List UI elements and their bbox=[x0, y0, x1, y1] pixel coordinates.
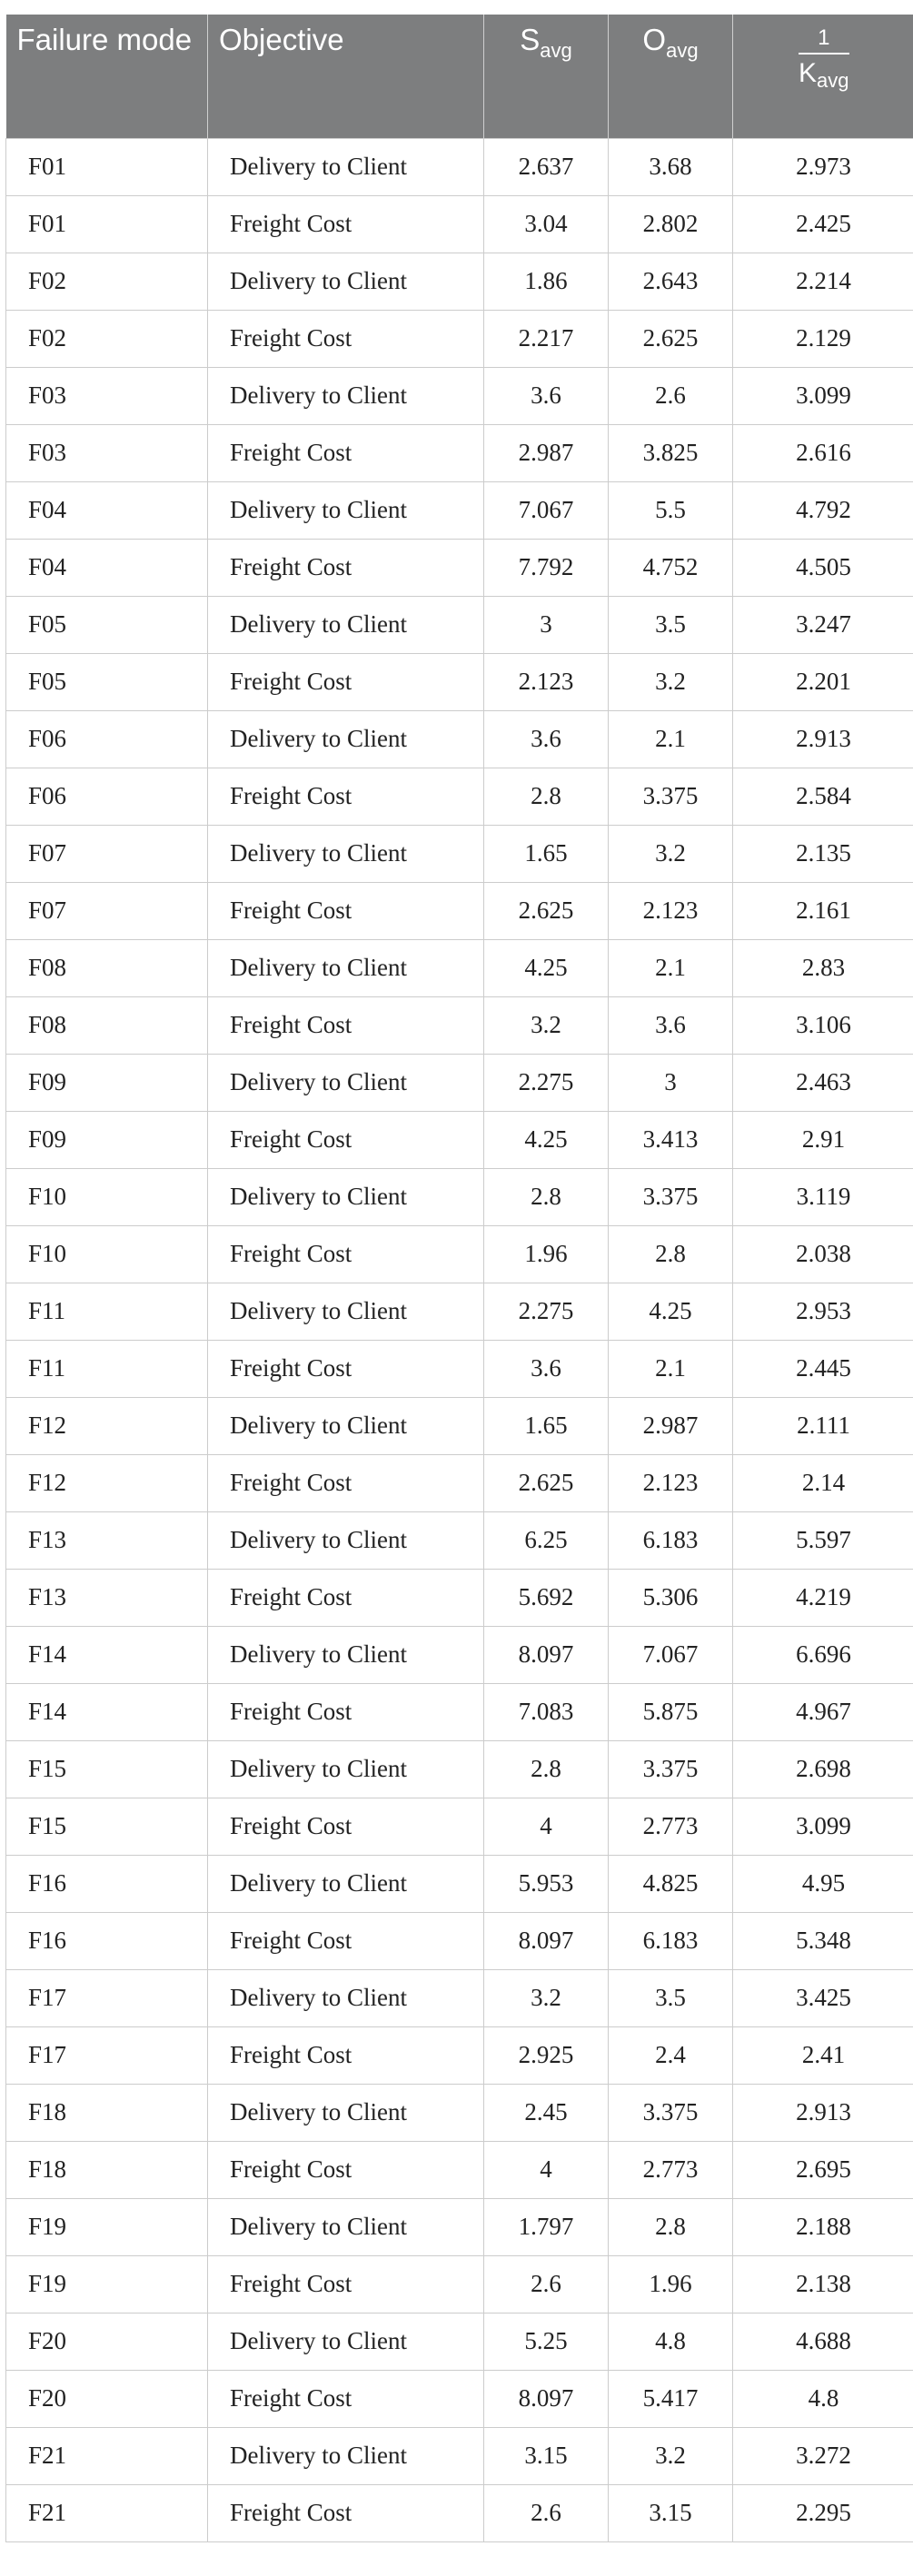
objective-cell: Freight Cost bbox=[208, 653, 484, 710]
failure-mode-cell: F17 bbox=[6, 1969, 208, 2026]
table-row bbox=[6, 2198, 913, 2255]
inverse-k-avg-cell: 2.91 bbox=[733, 1111, 913, 1168]
s-avg-cell: 2.217 bbox=[484, 310, 609, 367]
objective-cell: Freight Cost bbox=[208, 2484, 484, 2541]
failure-mode-cell: F10 bbox=[6, 1225, 208, 1283]
inverse-k-avg-cell: 2.973 bbox=[733, 138, 913, 195]
s-avg-cell: 3.15 bbox=[484, 2427, 609, 2484]
inverse-k-avg-cell: 2.695 bbox=[733, 2141, 913, 2198]
s-avg-cell: 2.6 bbox=[484, 2255, 609, 2313]
objective-cell: Freight Cost bbox=[208, 2255, 484, 2313]
failure-mode-cell: F16 bbox=[6, 1912, 208, 1969]
objective-cell: Freight Cost bbox=[208, 2370, 484, 2427]
objective-cell: Delivery to Client bbox=[208, 1283, 484, 1340]
s-avg-cell: 2.6 bbox=[484, 2484, 609, 2541]
objective-cell: Delivery to Client bbox=[208, 710, 484, 768]
table-row bbox=[6, 138, 913, 195]
s-avg-cell: 1.65 bbox=[484, 825, 609, 882]
o-avg-cell: 3.5 bbox=[609, 596, 733, 653]
inverse-k-avg-cell: 3.425 bbox=[733, 1969, 913, 2026]
o-avg-cell: 3.413 bbox=[609, 1111, 733, 1168]
objective-cell: Delivery to Client bbox=[208, 939, 484, 996]
failure-mode-cell: F12 bbox=[6, 1397, 208, 1454]
s-avg-cell: 4 bbox=[484, 2141, 609, 2198]
inverse-k-avg-cell: 2.584 bbox=[733, 768, 913, 825]
table-row bbox=[6, 1283, 913, 1340]
s-avg-cell: 8.097 bbox=[484, 2370, 609, 2427]
inverse-k-avg-cell: 2.913 bbox=[733, 2084, 913, 2141]
inverse-k-avg-cell: 4.505 bbox=[733, 539, 913, 596]
header-o-subscript: avg bbox=[666, 39, 699, 62]
inverse-k-avg-cell: 2.445 bbox=[733, 1340, 913, 1397]
o-avg-cell: 2.6 bbox=[609, 367, 733, 424]
failure-mode-cell: F12 bbox=[6, 1454, 208, 1511]
failure-mode-cell: F04 bbox=[6, 539, 208, 596]
failure-mode-cell: F10 bbox=[6, 1168, 208, 1225]
objective-cell: Freight Cost bbox=[208, 996, 484, 1054]
failure-mode-cell: F06 bbox=[6, 768, 208, 825]
o-avg-cell: 2.625 bbox=[609, 310, 733, 367]
s-avg-cell: 6.25 bbox=[484, 1511, 609, 1569]
table-row bbox=[6, 1740, 913, 1798]
table-row bbox=[6, 2141, 913, 2198]
table-row bbox=[6, 1225, 913, 1283]
o-avg-cell: 4.8 bbox=[609, 2313, 733, 2370]
failure-mode-cell: F09 bbox=[6, 1054, 208, 1111]
inverse-k-avg-cell: 2.038 bbox=[733, 1225, 913, 1283]
table-container bbox=[5, 15, 913, 2542]
o-avg-cell: 6.183 bbox=[609, 1912, 733, 1969]
o-avg-cell: 3.5 bbox=[609, 1969, 733, 2026]
s-avg-cell: 7.083 bbox=[484, 1683, 609, 1740]
inverse-k-avg-cell: 6.696 bbox=[733, 1626, 913, 1683]
header-k-subscript: avg bbox=[817, 69, 849, 92]
inverse-k-avg-cell: 2.214 bbox=[733, 253, 913, 310]
failure-mode-cell: F14 bbox=[6, 1626, 208, 1683]
failure-mode-cell: F05 bbox=[6, 653, 208, 710]
o-avg-cell: 4.752 bbox=[609, 539, 733, 596]
table-row bbox=[6, 481, 913, 539]
inverse-k-avg-cell: 4.967 bbox=[733, 1683, 913, 1740]
objective-cell: Delivery to Client bbox=[208, 138, 484, 195]
failure-mode-cell: F08 bbox=[6, 996, 208, 1054]
o-avg-cell: 1.96 bbox=[609, 2255, 733, 2313]
inverse-k-avg-cell: 2.41 bbox=[733, 2026, 913, 2084]
objective-cell: Freight Cost bbox=[208, 195, 484, 253]
objective-cell: Delivery to Client bbox=[208, 596, 484, 653]
s-avg-cell: 2.625 bbox=[484, 1454, 609, 1511]
s-avg-cell: 3.04 bbox=[484, 195, 609, 253]
objective-cell: Freight Cost bbox=[208, 1912, 484, 1969]
objective-cell: Delivery to Client bbox=[208, 1054, 484, 1111]
failure-mode-cell: F18 bbox=[6, 2141, 208, 2198]
objective-cell: Freight Cost bbox=[208, 1225, 484, 1283]
failure-mode-cell: F06 bbox=[6, 710, 208, 768]
s-avg-cell: 5.692 bbox=[484, 1569, 609, 1626]
o-avg-cell: 2.773 bbox=[609, 2141, 733, 2198]
table-row bbox=[6, 596, 913, 653]
objective-cell: Freight Cost bbox=[208, 768, 484, 825]
table-row bbox=[6, 1798, 913, 1855]
objective-cell: Delivery to Client bbox=[208, 825, 484, 882]
o-avg-cell: 2.123 bbox=[609, 1454, 733, 1511]
table-row bbox=[6, 825, 913, 882]
failure-mode-cell: F08 bbox=[6, 939, 208, 996]
failure-mode-cell: F17 bbox=[6, 2026, 208, 2084]
table-row bbox=[6, 1454, 913, 1511]
fraction-numerator: 1 bbox=[799, 24, 849, 54]
objective-cell: Freight Cost bbox=[208, 539, 484, 596]
objective-cell: Freight Cost bbox=[208, 1340, 484, 1397]
inverse-k-avg-cell: 2.138 bbox=[733, 2255, 913, 2313]
objective-cell: Delivery to Client bbox=[208, 253, 484, 310]
table-row bbox=[6, 1912, 913, 1969]
inverse-k-avg-cell: 2.463 bbox=[733, 1054, 913, 1111]
table-row bbox=[6, 195, 913, 253]
objective-cell: Delivery to Client bbox=[208, 1855, 484, 1912]
s-avg-cell: 3.6 bbox=[484, 1340, 609, 1397]
table-row bbox=[6, 1511, 913, 1569]
inverse-k-avg-cell: 4.688 bbox=[733, 2313, 913, 2370]
inverse-k-avg-cell: 5.597 bbox=[733, 1511, 913, 1569]
inverse-k-avg-cell: 3.119 bbox=[733, 1168, 913, 1225]
o-avg-cell: 5.875 bbox=[609, 1683, 733, 1740]
table-row bbox=[6, 1855, 913, 1912]
failure-mode-cell: F05 bbox=[6, 596, 208, 653]
o-avg-cell: 2.1 bbox=[609, 710, 733, 768]
failure-mode-cell: F20 bbox=[6, 2313, 208, 2370]
s-avg-cell: 7.792 bbox=[484, 539, 609, 596]
failure-mode-cell: F14 bbox=[6, 1683, 208, 1740]
o-avg-cell: 7.067 bbox=[609, 1626, 733, 1683]
o-avg-cell: 3.2 bbox=[609, 2427, 733, 2484]
s-avg-cell: 2.8 bbox=[484, 768, 609, 825]
o-avg-cell: 2.8 bbox=[609, 2198, 733, 2255]
failure-mode-cell: F03 bbox=[6, 367, 208, 424]
o-avg-cell: 3.2 bbox=[609, 825, 733, 882]
objective-cell: Delivery to Client bbox=[208, 1740, 484, 1798]
objective-cell: Freight Cost bbox=[208, 1798, 484, 1855]
header-s-avg bbox=[484, 15, 609, 138]
s-avg-cell: 2.925 bbox=[484, 2026, 609, 2084]
inverse-k-avg-cell: 2.913 bbox=[733, 710, 913, 768]
table-row bbox=[6, 2370, 913, 2427]
failure-mode-cell: F01 bbox=[6, 195, 208, 253]
s-avg-cell: 1.86 bbox=[484, 253, 609, 310]
s-avg-cell: 8.097 bbox=[484, 1626, 609, 1683]
failure-mode-cell: F02 bbox=[6, 310, 208, 367]
inverse-k-avg-cell: 3.099 bbox=[733, 367, 913, 424]
s-avg-cell: 2.123 bbox=[484, 653, 609, 710]
o-avg-cell: 2.8 bbox=[609, 1225, 733, 1283]
failure-mode-table bbox=[5, 15, 913, 2542]
o-avg-cell: 5.306 bbox=[609, 1569, 733, 1626]
s-avg-cell: 3.2 bbox=[484, 1969, 609, 2026]
inverse-k-avg-cell: 2.616 bbox=[733, 424, 913, 481]
inverse-k-avg-cell: 2.129 bbox=[733, 310, 913, 367]
s-avg-cell: 2.275 bbox=[484, 1283, 609, 1340]
table-body bbox=[6, 138, 913, 2541]
o-avg-cell: 3.15 bbox=[609, 2484, 733, 2541]
table-row bbox=[6, 882, 913, 939]
s-avg-cell: 2.275 bbox=[484, 1054, 609, 1111]
o-avg-cell: 2.773 bbox=[609, 1798, 733, 1855]
inverse-k-avg-cell: 2.698 bbox=[733, 1740, 913, 1798]
table-row bbox=[6, 367, 913, 424]
failure-mode-cell: F13 bbox=[6, 1569, 208, 1626]
failure-mode-cell: F19 bbox=[6, 2198, 208, 2255]
table-row bbox=[6, 253, 913, 310]
s-avg-cell: 7.067 bbox=[484, 481, 609, 539]
o-avg-cell: 2.987 bbox=[609, 1397, 733, 1454]
inverse-k-avg-cell: 2.161 bbox=[733, 882, 913, 939]
objective-cell: Freight Cost bbox=[208, 1569, 484, 1626]
failure-mode-cell: F01 bbox=[6, 138, 208, 195]
o-avg-cell: 4.25 bbox=[609, 1283, 733, 1340]
s-avg-cell: 2.45 bbox=[484, 2084, 609, 2141]
inverse-k-avg-cell: 3.106 bbox=[733, 996, 913, 1054]
table-row bbox=[6, 939, 913, 996]
table-row bbox=[6, 768, 913, 825]
header-inverse-k-avg bbox=[733, 15, 913, 138]
failure-mode-cell: F19 bbox=[6, 2255, 208, 2313]
o-avg-cell: 2.1 bbox=[609, 1340, 733, 1397]
s-avg-cell: 8.097 bbox=[484, 1912, 609, 1969]
table-row bbox=[6, 2313, 913, 2370]
s-avg-cell: 5.953 bbox=[484, 1855, 609, 1912]
table-row bbox=[6, 1569, 913, 1626]
failure-mode-cell: F21 bbox=[6, 2484, 208, 2541]
o-avg-cell: 5.417 bbox=[609, 2370, 733, 2427]
s-avg-cell: 2.637 bbox=[484, 138, 609, 195]
header-o-symbol: O bbox=[642, 23, 667, 56]
failure-mode-cell: F20 bbox=[6, 2370, 208, 2427]
table-row bbox=[6, 1340, 913, 1397]
objective-cell: Freight Cost bbox=[208, 424, 484, 481]
failure-mode-cell: F03 bbox=[6, 424, 208, 481]
failure-mode-cell: F04 bbox=[6, 481, 208, 539]
inverse-k-avg-cell: 4.8 bbox=[733, 2370, 913, 2427]
objective-cell: Freight Cost bbox=[208, 882, 484, 939]
inverse-k-avg-cell: 4.792 bbox=[733, 481, 913, 539]
fraction-denominator bbox=[799, 54, 849, 92]
s-avg-cell: 3.6 bbox=[484, 367, 609, 424]
o-avg-cell: 3.825 bbox=[609, 424, 733, 481]
header-k-symbol: K bbox=[799, 58, 818, 88]
s-avg-cell: 3.2 bbox=[484, 996, 609, 1054]
failure-mode-cell: F21 bbox=[6, 2427, 208, 2484]
objective-cell: Freight Cost bbox=[208, 2141, 484, 2198]
objective-cell: Delivery to Client bbox=[208, 2198, 484, 2255]
failure-mode-cell: F18 bbox=[6, 2084, 208, 2141]
o-avg-cell: 4.825 bbox=[609, 1855, 733, 1912]
inverse-k-avg-cell: 3.272 bbox=[733, 2427, 913, 2484]
objective-cell: Delivery to Client bbox=[208, 2313, 484, 2370]
failure-mode-cell: F11 bbox=[6, 1340, 208, 1397]
inverse-k-avg-cell: 2.135 bbox=[733, 825, 913, 882]
objective-cell: Delivery to Client bbox=[208, 1969, 484, 2026]
table-row bbox=[6, 1111, 913, 1168]
failure-mode-cell: F13 bbox=[6, 1511, 208, 1569]
table-row bbox=[6, 710, 913, 768]
inverse-k-avg-cell: 2.201 bbox=[733, 653, 913, 710]
inverse-k-avg-cell: 5.348 bbox=[733, 1912, 913, 1969]
failure-mode-cell: F02 bbox=[6, 253, 208, 310]
inverse-k-avg-cell: 4.95 bbox=[733, 1855, 913, 1912]
table-row bbox=[6, 653, 913, 710]
objective-cell: Delivery to Client bbox=[208, 481, 484, 539]
objective-cell: Freight Cost bbox=[208, 2026, 484, 2084]
table-row bbox=[6, 1683, 913, 1740]
o-avg-cell: 3.375 bbox=[609, 1168, 733, 1225]
s-avg-cell: 2.8 bbox=[484, 1168, 609, 1225]
s-avg-cell: 2.8 bbox=[484, 1740, 609, 1798]
fraction bbox=[799, 24, 849, 92]
table-row bbox=[6, 2026, 913, 2084]
objective-cell: Freight Cost bbox=[208, 310, 484, 367]
inverse-k-avg-cell: 2.953 bbox=[733, 1283, 913, 1340]
o-avg-cell: 2.1 bbox=[609, 939, 733, 996]
o-avg-cell: 3.375 bbox=[609, 1740, 733, 1798]
inverse-k-avg-cell: 2.295 bbox=[733, 2484, 913, 2541]
inverse-k-avg-cell: 2.111 bbox=[733, 1397, 913, 1454]
objective-cell: Delivery to Client bbox=[208, 1397, 484, 1454]
s-avg-cell: 1.96 bbox=[484, 1225, 609, 1283]
s-avg-cell: 2.987 bbox=[484, 424, 609, 481]
s-avg-cell: 1.65 bbox=[484, 1397, 609, 1454]
objective-cell: Delivery to Client bbox=[208, 1626, 484, 1683]
inverse-k-avg-cell: 2.425 bbox=[733, 195, 913, 253]
o-avg-cell: 3.6 bbox=[609, 996, 733, 1054]
o-avg-cell: 6.183 bbox=[609, 1511, 733, 1569]
inverse-k-avg-cell: 3.099 bbox=[733, 1798, 913, 1855]
s-avg-cell: 5.25 bbox=[484, 2313, 609, 2370]
o-avg-cell: 3.2 bbox=[609, 653, 733, 710]
objective-cell: Delivery to Client bbox=[208, 2427, 484, 2484]
table-row bbox=[6, 2084, 913, 2141]
objective-cell: Freight Cost bbox=[208, 1111, 484, 1168]
table-row bbox=[6, 1168, 913, 1225]
failure-mode-cell: F07 bbox=[6, 882, 208, 939]
table-row bbox=[6, 1626, 913, 1683]
o-avg-cell: 2.802 bbox=[609, 195, 733, 253]
failure-mode-cell: F11 bbox=[6, 1283, 208, 1340]
inverse-k-avg-cell: 4.219 bbox=[733, 1569, 913, 1626]
table-row bbox=[6, 310, 913, 367]
inverse-k-avg-cell: 2.188 bbox=[733, 2198, 913, 2255]
table-row bbox=[6, 996, 913, 1054]
objective-cell: Freight Cost bbox=[208, 1454, 484, 1511]
o-avg-cell: 2.643 bbox=[609, 253, 733, 310]
header-o-avg bbox=[609, 15, 733, 138]
header-s-subscript: avg bbox=[540, 39, 572, 62]
failure-mode-cell: F09 bbox=[6, 1111, 208, 1168]
table-header bbox=[6, 15, 913, 138]
s-avg-cell: 4.25 bbox=[484, 1111, 609, 1168]
header-failure-mode: Failure mode bbox=[6, 15, 208, 138]
failure-mode-cell: F16 bbox=[6, 1855, 208, 1912]
header-s-symbol: S bbox=[520, 23, 541, 56]
header-row bbox=[6, 15, 913, 138]
table-row bbox=[6, 2484, 913, 2541]
s-avg-cell: 2.625 bbox=[484, 882, 609, 939]
failure-mode-cell: F07 bbox=[6, 825, 208, 882]
table-row bbox=[6, 1397, 913, 1454]
s-avg-cell: 1.797 bbox=[484, 2198, 609, 2255]
o-avg-cell: 2.123 bbox=[609, 882, 733, 939]
s-avg-cell: 4 bbox=[484, 1798, 609, 1855]
table-row bbox=[6, 539, 913, 596]
inverse-k-avg-cell: 3.247 bbox=[733, 596, 913, 653]
header-objective: Objective bbox=[208, 15, 484, 138]
s-avg-cell: 3.6 bbox=[484, 710, 609, 768]
table-row bbox=[6, 2255, 913, 2313]
failure-mode-cell: F15 bbox=[6, 1740, 208, 1798]
objective-cell: Freight Cost bbox=[208, 1683, 484, 1740]
s-avg-cell: 3 bbox=[484, 596, 609, 653]
o-avg-cell: 3.375 bbox=[609, 2084, 733, 2141]
o-avg-cell: 3.68 bbox=[609, 138, 733, 195]
inverse-k-avg-cell: 2.14 bbox=[733, 1454, 913, 1511]
table-row bbox=[6, 1054, 913, 1111]
objective-cell: Delivery to Client bbox=[208, 1168, 484, 1225]
o-avg-cell: 3 bbox=[609, 1054, 733, 1111]
table-row bbox=[6, 2427, 913, 2484]
o-avg-cell: 2.4 bbox=[609, 2026, 733, 2084]
o-avg-cell: 3.375 bbox=[609, 768, 733, 825]
table-row bbox=[6, 1969, 913, 2026]
failure-mode-cell: F15 bbox=[6, 1798, 208, 1855]
table-row bbox=[6, 424, 913, 481]
inverse-k-avg-cell: 2.83 bbox=[733, 939, 913, 996]
objective-cell: Delivery to Client bbox=[208, 2084, 484, 2141]
objective-cell: Delivery to Client bbox=[208, 1511, 484, 1569]
s-avg-cell: 4.25 bbox=[484, 939, 609, 996]
o-avg-cell: 5.5 bbox=[609, 481, 733, 539]
objective-cell: Delivery to Client bbox=[208, 367, 484, 424]
